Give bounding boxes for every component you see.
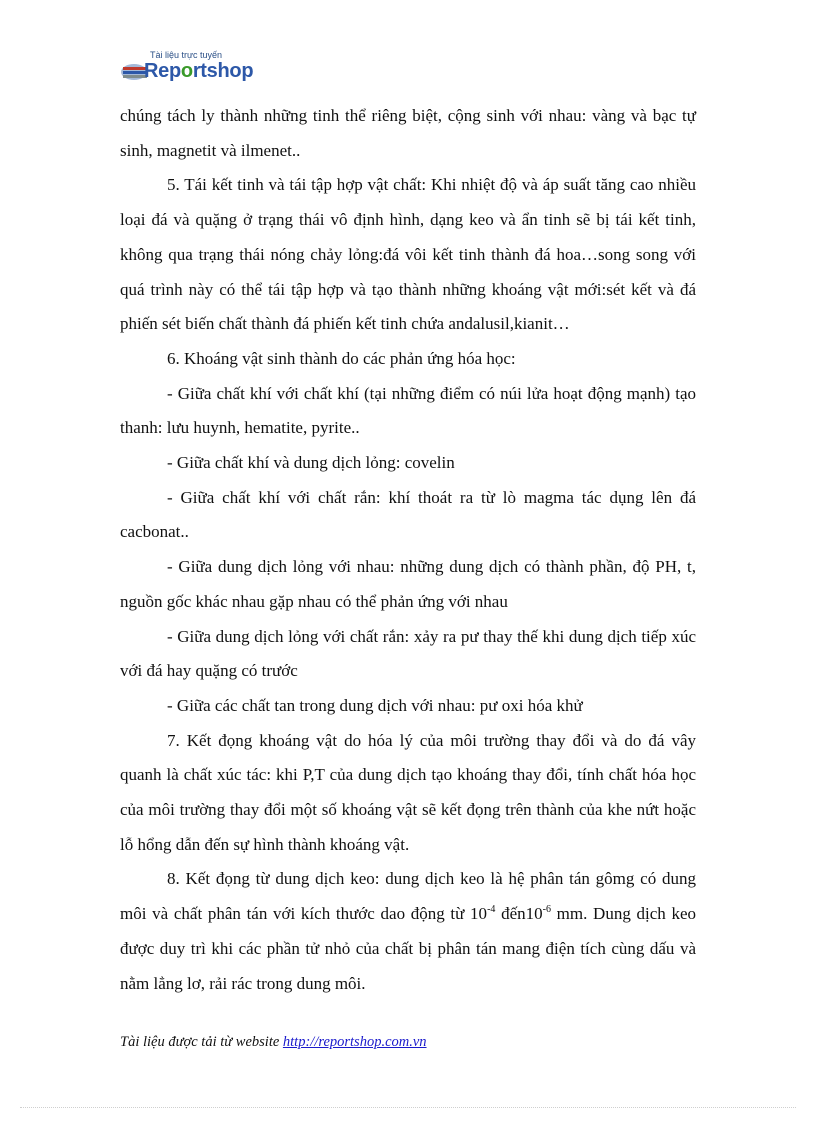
- bullet-liquid-liquid: - Giữa dung dịch lỏng với nhau: những dung dịch có thành phần, độ PH, t, nguồn gốc khác nhau gặp nhau có thể phản ứng với nhau: [120, 557, 696, 611]
- reportshop-logo: [120, 48, 290, 88]
- paragraph-8: 8. Kết đọng từ dung dịch keo: dung dịch keo là hệ phân tán gômg có dung môi và chất phân tán với kích thước dao động từ $10^{-4}$ $đến10^{-6}$ mm. Dung dịch keo được duy trì khi các phần tử nhỏ của chất bị phân tán mang điện tích cùng dấu và nằm lẳng lơ, rải rác trong dung môi.: [120, 869, 696, 993]
- bullet-solutes: - Giữa các chất tan trong dung dịch với nhau: pư oxi hóa khử: [167, 695, 583, 715]
- paragraph-7: 7. Kết đọng khoáng vật do hóa lý của môi trường thay đổi và do đá vây quanh là chất xúc tác: khi P,T của dung dịch tạo khoáng thay đổi, tính chất hóa học của môi trường thay đổi một số khoáng vật sẽ kết đọng trên thành của khe nứt hoặc lỗ hổng dẫn đến sự hình thành khoáng vật.: [120, 730, 696, 854]
- bullet-gas-gas: - Giữa chất khí với chất khí (tại những điểm có núi lửa hoạt động mạnh) tạo thanh: lưu huynh, hematite, pyrite..: [120, 383, 696, 438]
- footer-text: Tài liệu được tải từ website: [120, 1034, 283, 1050]
- footer-link[interactable]: http://reportshop.com.vn: [282, 1034, 427, 1050]
- paragraph-continuation: chúng tách ly thành những tinh thể riêng biệt, cộng sinh với nhau: vàng và bạc tự sinh, magnetit và ilmenet..: [120, 106, 696, 160]
- page-divider: [20, 1107, 796, 1108]
- bullet-gas-solid: - Giữa chất khí với chất rắn: khí thoát ra từ lò magma tác dụng lên đá cacbonat..: [120, 487, 696, 542]
- document-body: [120, 99, 696, 1001]
- bullet-gas-liquid: - Giữa chất khí và dung dịch lỏng: covelin: [167, 453, 455, 473]
- logo-brand: Reportshop: [144, 60, 254, 82]
- logo-tagline: Tài liệu trực tuyến: [150, 50, 223, 60]
- paragraph-6: 6. Khoáng vật sinh thành do các phản ứng hóa học:: [167, 348, 516, 368]
- footer: [120, 1034, 427, 1051]
- paragraph-5: 5. Tái kết tinh và tái tập hợp vật chất: Khi nhiệt độ và áp suất tăng cao nhiều loại đá và quặng ở trạng thái vô định hình, dạng keo và ẩn tinh sẽ bị tái kết tinh, không qua trạng thái nóng chảy lỏng:đá vôi kết tinh thành đá hoa…song song với quá trình này có thể tái tập hợp và tạo thành những khoáng vật mới:sét kết và đá phiến sét biến chất thành đá phiến kết tinh chứa andalusil,kianit…: [120, 175, 696, 334]
- exponent: -4: [487, 904, 496, 916]
- bullet-liquid-solid: - Giữa dung dịch lỏng với chất rắn: xảy ra pư thay thế khi dung dịch tiếp xúc với đá hay quặng có trước: [120, 626, 696, 681]
- exponent: -6: [542, 904, 551, 916]
